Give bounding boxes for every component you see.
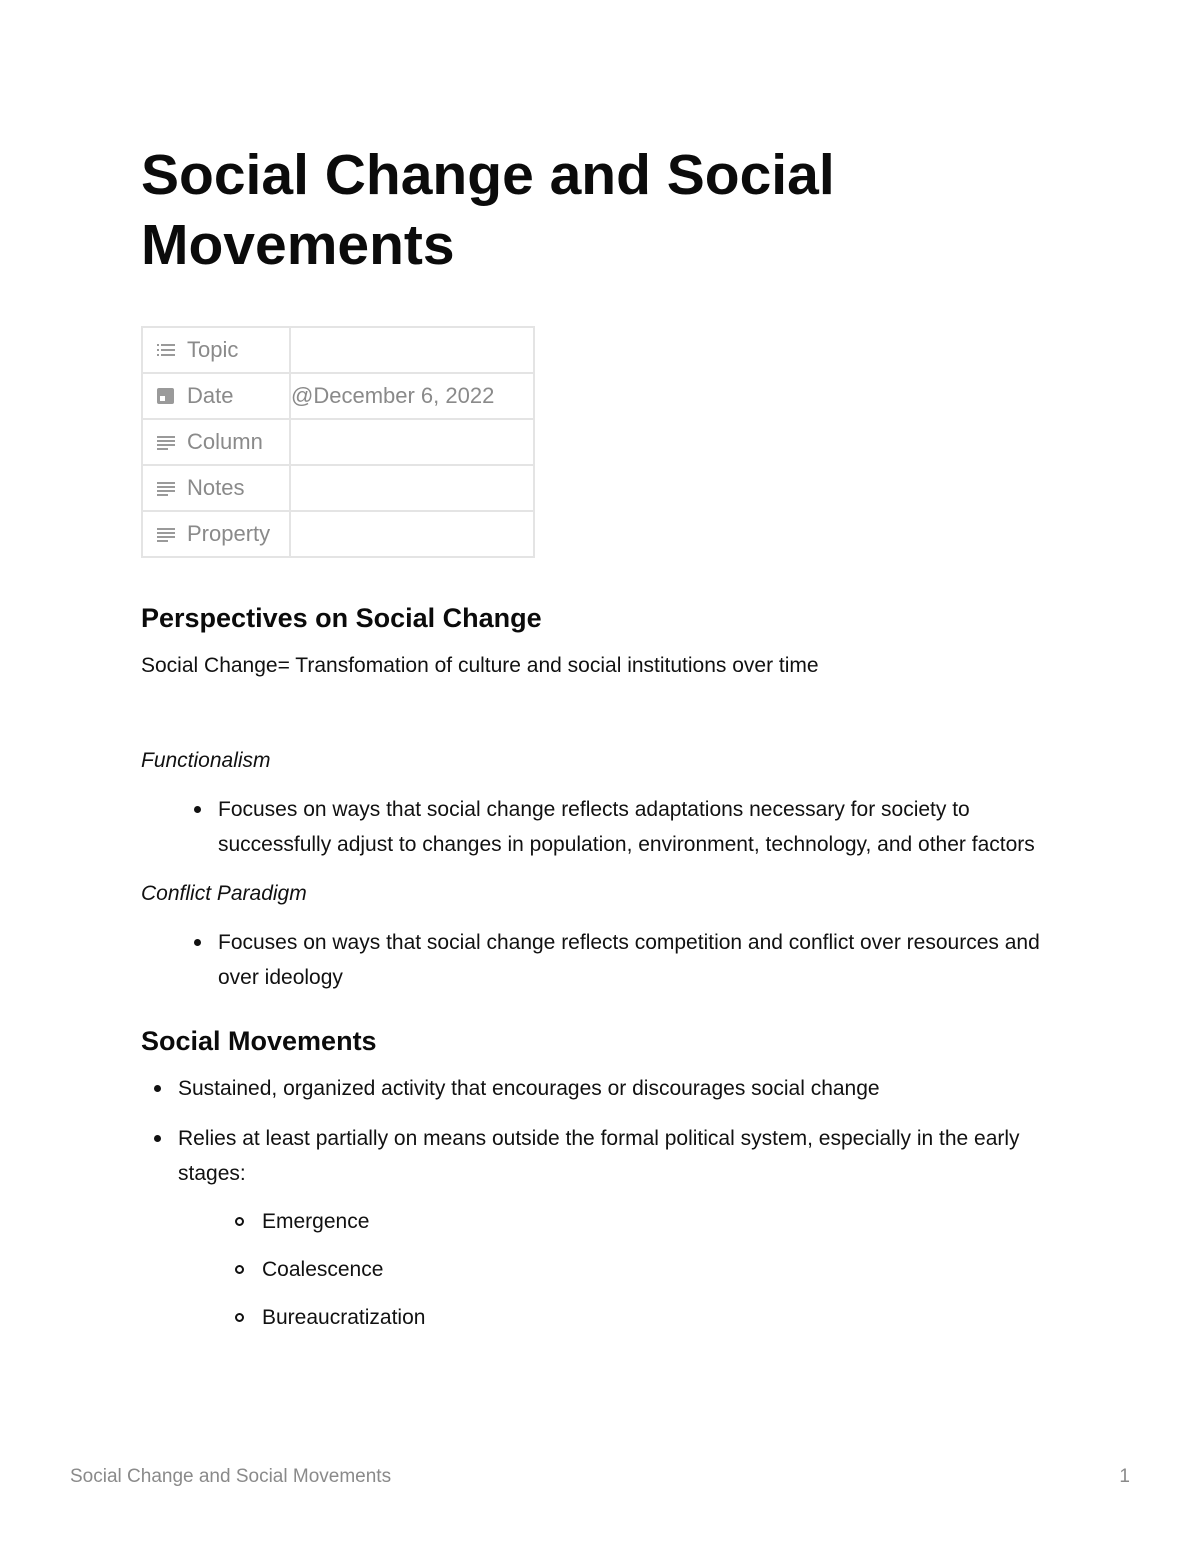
conflict-list (181, 925, 1061, 995)
property-row-notes (142, 465, 534, 511)
property-row-date (142, 373, 534, 419)
calendar-icon (156, 387, 176, 405)
list-item: Focuses on ways that social change reflects adaptations necessary for society to successfully adjust to changes in population, environment, technology, and other factors (181, 792, 1061, 862)
property-value-date[interactable]: @December 6, 2022 (290, 373, 534, 419)
list-item-with-stages (141, 1121, 1061, 1335)
definition-paragraph: Social Change= Transfomation of culture and social institutions over time (141, 654, 819, 677)
property-value[interactable] (290, 511, 534, 557)
list-item-text: Relies at least partially on means outside the formal political system, especially in the early stages: (178, 1127, 1020, 1185)
property-row-column (142, 419, 534, 465)
stage-item: Emergence (220, 1204, 1061, 1239)
social-movements-list (141, 1071, 1061, 1335)
property-name: Property (187, 521, 271, 546)
property-value[interactable] (290, 419, 534, 465)
list-item: Sustained, organized activity that encourages or discourages social change (141, 1071, 1061, 1106)
properties-table (141, 326, 535, 558)
functionalism-list (181, 792, 1061, 862)
section-heading-social-movements: Social Movements (141, 1026, 377, 1056)
stages-list (220, 1204, 1061, 1335)
property-row-property (142, 511, 534, 557)
text-lines-icon (156, 433, 176, 451)
document-body (141, 600, 1061, 1350)
footer-title: Social Change and Social Movements (70, 1466, 392, 1487)
stage-item: Bureaucratization (220, 1300, 1061, 1335)
functionalism-label: Functionalism (141, 749, 271, 772)
property-name: Date (187, 383, 234, 408)
section-heading-perspectives: Perspectives on Social Change (141, 603, 542, 633)
text-lines-icon (156, 479, 176, 497)
conflict-paradigm-label: Conflict Paradigm (141, 882, 307, 905)
property-name: Topic (187, 337, 239, 362)
list-icon (156, 341, 176, 359)
property-name: Column (187, 429, 263, 454)
page-footer (70, 1466, 1130, 1488)
text-lines-icon (156, 525, 176, 543)
property-name: Notes (187, 475, 245, 500)
property-row-topic (142, 327, 534, 373)
page-title: Social Change and Social Movements (141, 143, 835, 277)
stage-item: Coalescence (220, 1252, 1061, 1287)
property-value[interactable] (290, 327, 534, 373)
page-number: 1 (1119, 1466, 1130, 1487)
property-value[interactable] (290, 465, 534, 511)
list-item: Focuses on ways that social change reflects competition and conflict over resources and over ideology (181, 925, 1061, 995)
